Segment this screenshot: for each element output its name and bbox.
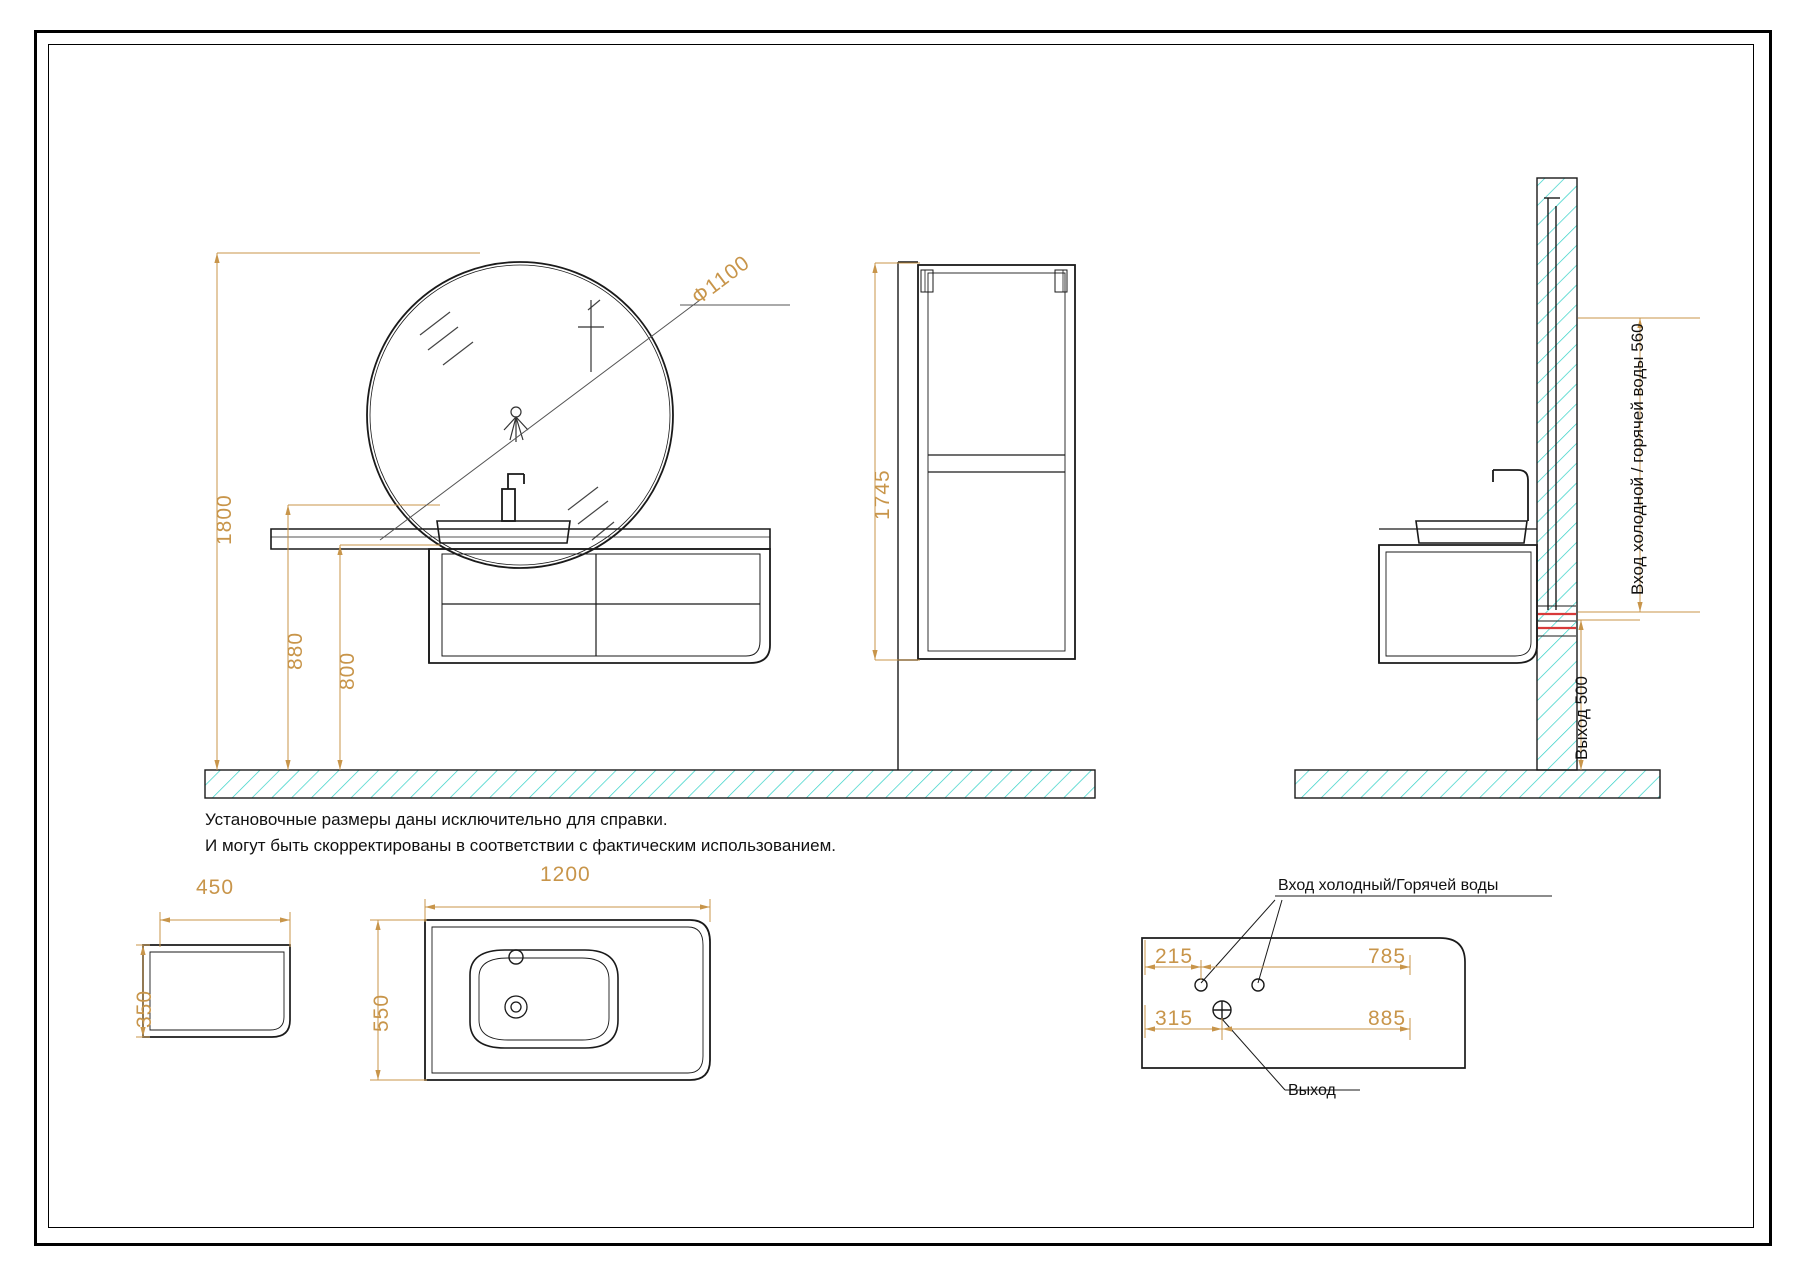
dim-side-height: 350 xyxy=(133,989,156,1028)
front-dimension-lines xyxy=(217,253,480,770)
mirror-diameter-leader xyxy=(380,300,790,540)
side-profile-outline xyxy=(143,945,290,1037)
dim-plan-outlet-right: 885 xyxy=(1368,1007,1407,1030)
tall-cabinet xyxy=(898,262,1075,770)
top-view-dimensions xyxy=(370,899,710,1080)
plumbing-points xyxy=(1195,979,1264,1019)
section-basin xyxy=(1379,521,1537,543)
front-vanity-cabinet xyxy=(429,549,770,663)
label-water-inlet: Вход холодной / горячей воды 560 xyxy=(1628,323,1647,595)
section-wall xyxy=(1537,178,1577,770)
mirror-mount-detail xyxy=(504,407,528,442)
label-plan-inlet: Вход холодный/Горячей воды xyxy=(1278,877,1499,894)
section-faucet xyxy=(1493,470,1528,521)
dim-mirror-diameter: Ф1100 xyxy=(687,251,755,310)
top-view-basin xyxy=(470,950,618,1048)
note-line-1: Установочные размеры даны исключительно для справки. xyxy=(205,810,668,829)
dim-front-cabinet-height: 800 xyxy=(336,651,359,690)
front-basin xyxy=(437,521,570,543)
front-floor-slab xyxy=(205,770,1095,798)
top-view-outline xyxy=(425,920,710,1080)
front-faucet xyxy=(502,474,524,521)
section-cabinet xyxy=(1379,545,1537,663)
front-countertop xyxy=(271,529,770,549)
section-floor-slab xyxy=(1295,770,1660,798)
dim-top-width: 1200 xyxy=(540,863,591,886)
label-plan-outlet: Выход xyxy=(1288,1082,1336,1099)
note-line-2: И могут быть скорректированы в соответствии с фактическим использованием. xyxy=(205,836,837,855)
label-outlet: Выход 500 xyxy=(1572,676,1591,760)
dim-top-depth: 550 xyxy=(370,993,393,1032)
dim-front-total-height: 1800 xyxy=(213,494,236,545)
dim-side-depth: 450 xyxy=(196,876,235,899)
side-profile-dimensions xyxy=(136,912,290,1037)
dim-front-sink-height: 880 xyxy=(284,631,307,670)
dim-plan-inlet-left: 215 xyxy=(1155,945,1194,968)
dim-tall-cabinet-height: 1745 xyxy=(871,469,894,520)
dim-plan-outlet-left: 315 xyxy=(1155,1007,1194,1030)
dim-plan-inlet-right: 785 xyxy=(1368,945,1407,968)
